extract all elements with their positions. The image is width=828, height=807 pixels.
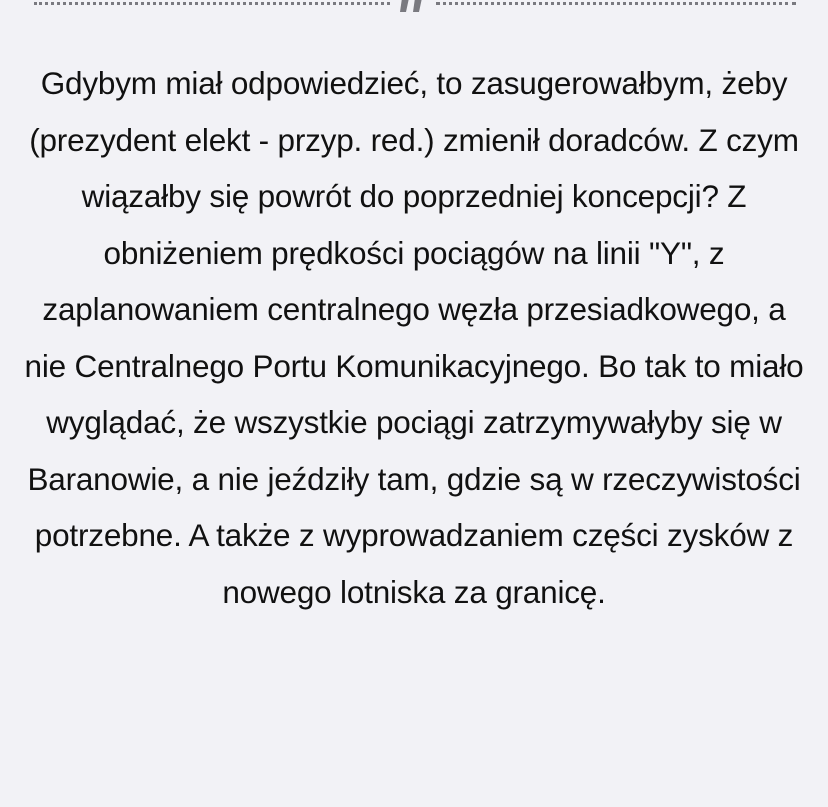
- quote-divider: [34, 0, 796, 14]
- dotted-line-right: [436, 2, 796, 5]
- dotted-line-left: [34, 2, 390, 5]
- quotation-mark-icon: [398, 0, 428, 14]
- quote-text: Gdybym miał odpowiedzieć, to zasugerowałbym, żeby (prezydent elekt - przyp. red.) zmienił doradców. Z czym wiązałby się powrót do poprzedniej koncepcji? Z obniżeniem prędkości pociągów na linii "Y", z zaplanowaniem centralnego węzła przesiadkowego, a nie Centralnego Portu Komunikacyjnego. Bo tak to miało wyglądać, że wszystkie pociągi zatrzymywałyby się w Baranowie, a nie jeździły tam, gdzie są w rzeczywistości potrzebne. A także z wyprowadzaniem części zysków z nowego lotniska za granicę.: [24, 65, 804, 610]
